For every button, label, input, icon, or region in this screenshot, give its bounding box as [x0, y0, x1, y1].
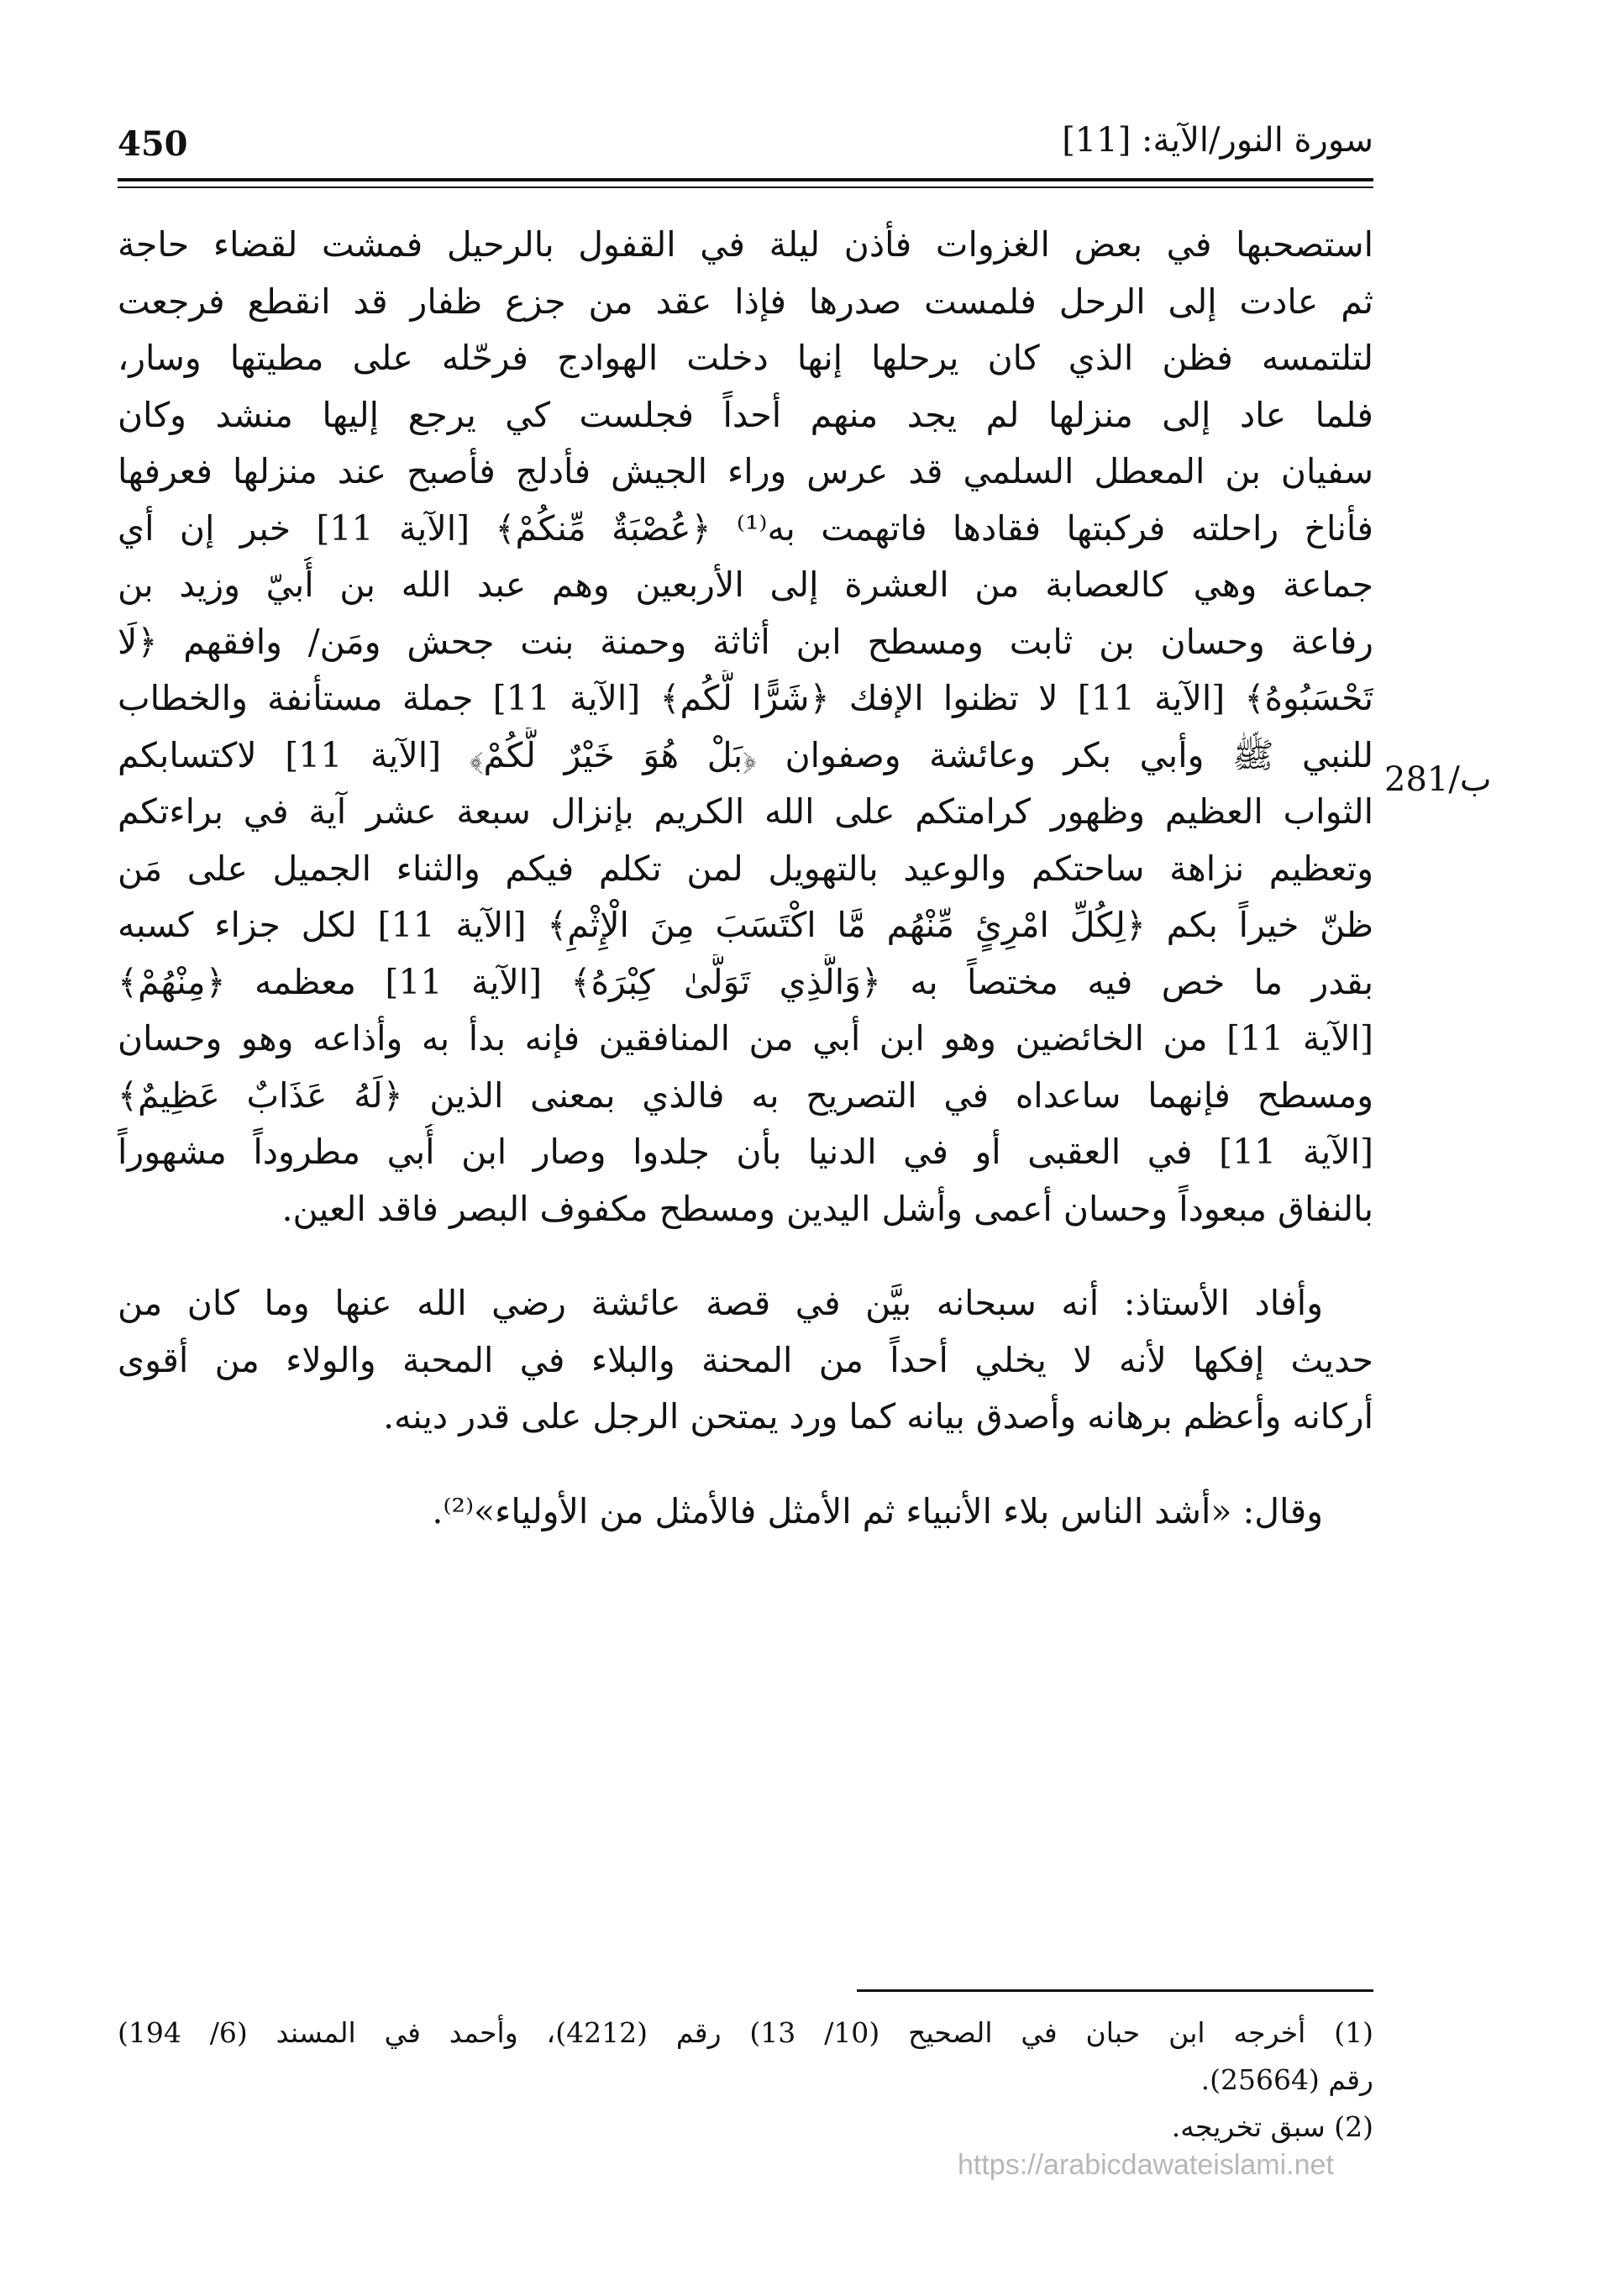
text-line: أركانه وأعظم برهانه وأصدق بيانه كما ورد يمتحن الرجل على قدر دينه. [383, 1396, 1373, 1437]
footnote-separator [857, 1989, 1373, 1992]
text-line: وتعظيم نزاهة ساحتكم والوعيد بالتهويل لمن تكلم فيكم والثناء الجميل على مَن [118, 848, 1373, 889]
text-line: رفاعة وحسان بن ثابت ومسطح ابن أثاثة وحمنة بنت جحش ومَن/ وافقهم ﴿لَا [118, 621, 1373, 662]
page-number: 450 [118, 124, 188, 164]
text-line: بالنفاق مبعوداً وحسان أعمى وأشل اليدين ومسطح مكفوف البصر فاقد العين. [281, 1188, 1373, 1229]
margin-folio-note: 281/ب [1384, 760, 1492, 799]
text-line: استصحبها في بعض الغزوات فأذن ليلة في القفول بالرحيل فمشت لقضاء حاجة [118, 224, 1373, 265]
text-line: تَحْسَبُوهُ﴾ [الآية 11] لا تظنوا الإفك ﴿شَرًّا لَّكُم﴾ [الآية 11] جملة مستأنفة والخطاب [118, 678, 1373, 718]
header-rule-thin [118, 187, 1373, 188]
text-line: ومسطح فإنهما ساعداه في التصريح به فالذي بمعنى الذين ﴿لَهُ عَذَابٌ عَظِيمٌ﴾ [118, 1074, 1373, 1116]
running-title: سورة النور/الآية: [11] [1062, 121, 1373, 160]
footnote-2: (2) سبق تخريجه. [1171, 2110, 1373, 2143]
text-line: للنبي ﷺ وأبي بكر وعائشة وصفوان ﴿بَلْ هُوَ خَيْرٌ لَّكُمْ﴾ [الآية 11] لاكتسابكم [118, 734, 1373, 775]
text-line: فلما عاد إلى منزلها لم يجد منهم أحداً فجلست كي يرجع إليها منشد وكان [118, 394, 1373, 435]
footnotes [118, 2010, 1373, 2151]
text-line: فأناخ راحلته فركبتها فقادها فاتهمت به⁽¹⁾ ﴿عُصْبَةٌ مِّنكُمْ﴾ [الآية 11] خبر إن أي [118, 507, 1373, 549]
text-line: وقال: «أشد الناس بلاء الأنبياء ثم الأمثل فالأمثل من الأولياء»⁽²⁾. [432, 1490, 1323, 1532]
paragraph-ustadh [118, 1275, 1373, 1446]
page-header [118, 116, 1373, 183]
text-line: لتلتمسه فظن الذي كان يرحلها إنها دخلت الهوادج فرحّله على مطيتها وسار، [118, 338, 1373, 378]
text-line: ظنّ خيراً بكم ﴿لِكُلِّ امْرِئٍ مِّنْهُم مَّا اكْتَسَبَ مِنَ الْإِثْمِ﴾ [الآية 11] لكل جزاء كسبه [118, 905, 1373, 945]
header-rule-thick [118, 178, 1373, 181]
watermark-url: https://arabicdawateislami.net [958, 2149, 1334, 2181]
text-line: سفيان بن المعطل السلمي قد عرس وراء الجيش فأدلج فأصبح عند منزلها فعرفها [118, 451, 1373, 491]
text-line: [الآية 11] في العقبى أو في الدنيا بأن جلدوا وصار ابن أُبي مطروداً مشهوراً [118, 1132, 1373, 1172]
text-line: [الآية 11] من الخائضين وهو ابن أبي من المنافقين فإنه بدأ به وأذاعه وهو وحسان [118, 1018, 1373, 1059]
paragraph-hadith [118, 1484, 1373, 1541]
text-line: وأفاد الأستاذ: أنه سبحانه بيَّن في قصة عائشة رضي الله عنها وما كان من [118, 1283, 1323, 1323]
text-line: جماعة وهي كالعصابة من العشرة إلى الأربعين وهم عبد الله بن أُبيّ وزيد بن [118, 565, 1373, 605]
paragraph-tafsir [118, 217, 1373, 1237]
text-line: بقدر ما خص فيه مختصاً به ﴿وَالَّذِي تَوَلَّىٰ كِبْرَهُ﴾ [الآية 11] معظمه ﴿مِنْهُمْ﴾ [118, 961, 1373, 1002]
footnote-1: (1) أخرجه ابن حبان في الصحيح (10/ 13) رقم (4212)، وأحمد في المسند (6/ 194) [118, 2016, 1373, 2049]
text-line: حديث إفكها لأنه لا يخلي أحداً من المحنة والبلاء في المحبة والولاء من أقوى [118, 1339, 1373, 1380]
text-line: الثواب العظيم وظهور كرامتكم على الله الكريم بإنزال سبعة عشر آية في براءتكم [118, 791, 1373, 832]
main-text [118, 217, 1373, 1540]
text-line: ثم عادت إلى الرحل فلمست صدرها فإذا عقد من جزع ظفار قد انقطع فرجعت [118, 281, 1373, 322]
footnote-1-continuation: رقم (25664). [1200, 2063, 1373, 2096]
